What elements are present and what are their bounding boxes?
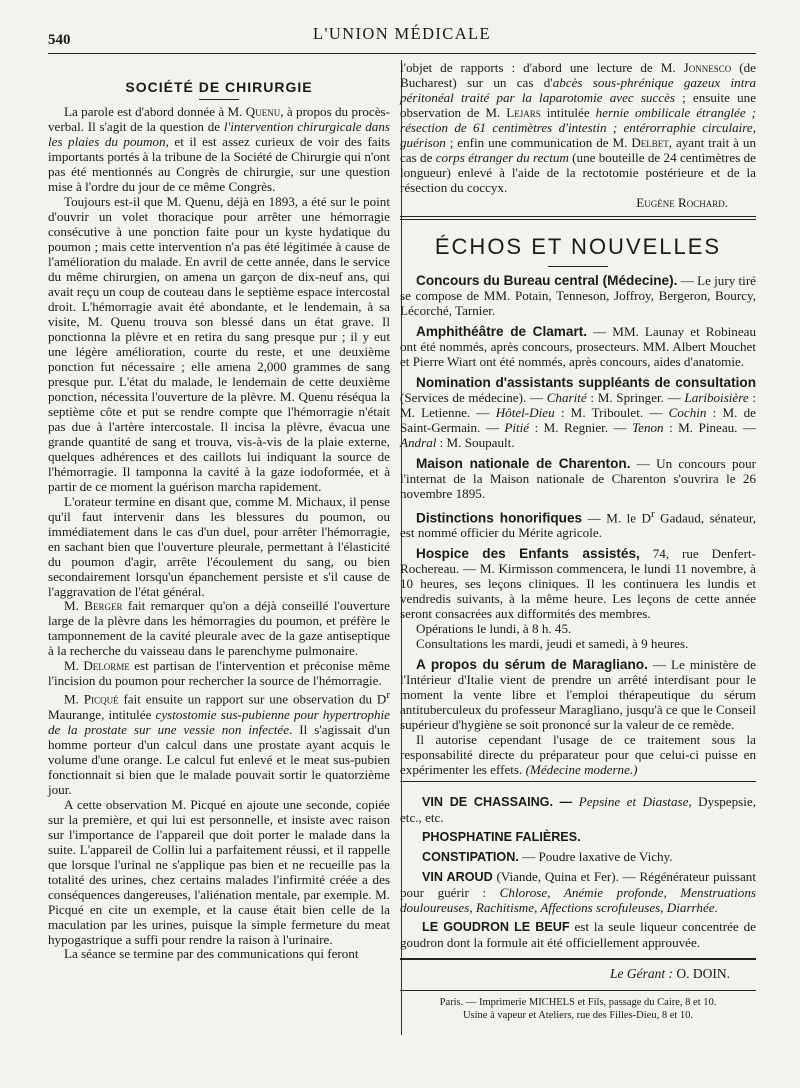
footer-rule: [400, 958, 756, 960]
news-item: Nomination d'assistants suppléants de consultation (Services de médecine). — Charité : M. Springer. — Lariboisière : M. Letienne. — Hôtel-Dieu : M. Triboulet. — Cochin : M. de Saint-Germain. — Pitié : M. Regnier. — Tenon : M. Pineau. — Andral : M. Soupault.: [400, 374, 757, 450]
paragraph: M. Berger fait remarquer qu'on a déjà conseillé l'ouverture large de la plèvre dans les hémorragies du poumon, et préfère le tamponnement de la cavité pleurale avec de la gaze antiseptique à la recherche du vaisseau dans le parenchyme pulmonaire.: [48, 598, 390, 659]
advertisement: LE GOUDRON LE BEUF est la seule liqueur concentrée de goudron dont la formule ait été officiellement approuvée.: [400, 918, 756, 950]
title-rule: [548, 266, 608, 267]
advertisement: VIN DE CHASSAING. — Pepsine et Diastase, Dyspepsie, etc., etc.: [400, 793, 756, 825]
gerant-line: Le Gérant : O. DOIN.: [610, 965, 730, 981]
news-item: Amphithéâtre de Clamart. — MM. Launay et Robineau ont été nommés, après concours, prosecteurs. MM. Albert Mouchet et Pierre Wiart ont été nommés, après concours, aides d'anatomie.: [400, 323, 756, 369]
news-line: Consultations les mardi, jeudi et samedi, à 9 heures.: [416, 635, 689, 651]
paragraph: M. Picqué fait ensuite un rapport sur une observation du $D^r$ Maurange, intitulée cystostomie sus-pubienne pour hypertrophie de la prostate sur une vessie non infectée. Il s'agissait d'un homme porteur d'un calcul dans une prostate ayant acquis le volume d'une orange. Le calcul fut enlevé et le meat sus-pubien fonctionnait si bien que le malade pouvait sortir le quatorzième jour.: [48, 689, 390, 797]
paragraph: La parole est d'abord donnée à M. Quenu, à propos du procès-verbal. Il s'agit de la question de l'intervention chirurgicale dans les plaies du poumon, et il est assez curieux de voir des faits importants portés à la tribune de la Société de Chirurgie qui n'ont pas été mentionnés au Congrès de chirurgie, sur une question mise à l'ordre du jour de ce même Congrès.: [48, 104, 391, 194]
author-signature: Eugène Rochard.: [636, 194, 728, 210]
left-column: [48, 60, 390, 961]
news-item: Concours du Bureau central (Médecine). — Le jury tiré se compose de MM. Potain, Tenneson, Joffroy, Bergeron, Bourcy, Lécorché, Tarnier.: [400, 272, 756, 318]
imprint-rule: [400, 990, 756, 991]
paragraph: La séance se termine par des communications qui feront: [64, 946, 359, 962]
news-section-title: ÉCHOS ET NOUVELLES: [434, 233, 722, 259]
news-item: Hospice des Enfants assistés, 74, rue Denfert-Rochereau. — M. Kirmisson commencera, le lundi 11 novembre, à 10 heures, ses leçons cliniques. Il les continuera les lundis et vendredis suivants, à la même heure. Les leçons de cette année seront consacrées aux difformités des membres.: [400, 545, 756, 621]
paragraph: A cette observation M. Picqué en ajoute une seconde, copiée sur la première, et qui lui est personnelle, et insiste avec raison sur l'importance de l'appareil que doit porter le malade dans la suite. L'appareil de Collin lui a parfaitement réussi, et il rappelle que lorsque l'urinal ne s'applique pas bien et ne recueille pas la totalité des urines, chez certains malades l'infirmité créée a des conséquences dangereuses, l'aliénation mentale, par exemple. M. Picqué en cite un exemple, et la cause était bien celle de la maculation par les urines, puisque la simple fermeture du meat hypogastrique a suffi pour rendre la raison à l'urinaire.: [48, 796, 390, 947]
page-number: 540: [48, 32, 71, 48]
paragraph: l'objet de rapports : d'abord une lecture de M. Jonnesco (de Bucharest) sur un cas d'abcès sous-phrénique gazeux intra péritonéal traité par la laparotomie avec succès ; ensuite une observation de M. Lejars intitulée hernie ombilicale étranglée ; résection de 61 centimètres d'intestin ; entérorraphie circulaire, guérison ; enfin une communication de M. Delbet, ayant trait à un cas de corps étranger du rectum (une bouteille de 24 centimètres de longueur) enlevé à l'aide de la rectotomie postérieure et de la résection du coccyx.: [400, 60, 757, 195]
advertisement: PHOSPHATINE FALIÈRES.: [422, 829, 581, 844]
advertisement: CONSTIPATION. — Poudre laxative de Vichy.: [422, 848, 673, 864]
paragraph: M. Delorme est partisan de l'intervention et préconise même l'incision du poumon pour rechercher la source de l'hémorragie.: [48, 658, 390, 689]
imprint-line: Paris. — Imprimerie MICHELS et Fils, passage du Caire, 8 et 10.: [439, 996, 717, 1008]
right-column: [400, 60, 756, 1022]
paragraph: Il autorise cependant l'usage de ce traitement sous la responsabilité directe du préparateur pour que celui-ci puisse en expérimenter les effets. (Médecine moderne.): [400, 731, 756, 777]
paragraph: L'orateur termine en disant que, comme M. Michaux, il pense qu'il faut intervenir dans les blessures du poumon, ou immédiatement dans le cas d'un duel, pour arrêter l'hémorragie, en sachant bien que l'ouverture pleurale, permettant à l'élasticité du poumon d'agir, arrête l'écoulement du sang, ou bien secondairement lorsqu'un épanchement persiste et s'il cause de l'aggravation de l'état général.: [48, 493, 390, 599]
printer-imprint: [400, 996, 756, 1022]
heading-rule: [199, 99, 239, 100]
news-item: Distinctions honorifiques — M. le $D^r$ Gadaud, sénateur, est nommé officier du Mérite agricole.: [400, 507, 756, 540]
imprint-line: Usine à vapeur et Ateliers, rue des Filles-Dieu, 8 et 10.: [462, 1009, 694, 1021]
section-divider: [400, 216, 756, 220]
header-rule: [48, 53, 756, 54]
running-head: [48, 24, 756, 46]
advertisement: VIN AROUD (Viande, Quina et Fer). — Régénérateur puissant pour guérir : Chlorose, Anémie profonde, Menstruations douloureuses, Rachitisme, Affections scrofuleuses, Diarrhée.: [400, 868, 756, 915]
news-item: A propos du sérum de Maragliano. — Le ministère de l'Intérieur d'Italie vient de prendre un arrêté interdisant pour le moment la vente libre et l'emploi thérapeutique du sérum antituberculeux du professeur Maragliano, jusqu'à ce que le Conseil supérieur d'hygiène se soit prononcé sur la valeur de ce remède.: [400, 656, 756, 732]
section-heading: SOCIÉTÉ DE CHIRURGIE: [125, 79, 313, 95]
paragraph: Toujours est-il que M. Quenu, déjà en 1893, a été sur le point d'ouvrir un volet thoracique pour arrêter une hémorragie consécutive à une ponction faite pour un kyste hydatique du poumon ; mais cette intervention n'a pas été légitimée à cause de l'amélioration du malade. En avril de cette année, dans le service du même chirurgien, on amena un garçon de dix-neuf ans, qui avait reçu un coup de couteau dans le septième espace intercostal droit. L'hémorragie avait été abondante, et le lendemain, à sa visite, M. Quenu trouva son blessé dans un état grave. Il ponctionna la plèvre et en retira du sang presque pur ; il y eut une légère amélioration, courte du reste, et une deuxième ponction fut nécessaire ; elle amena 2,000 grammes de sang presque pur. L'état du malade, le lendemain de cette deuxième ponction, nécessita l'ouverture de la plèvre. M. Quenu réséqua la septième côte et put se rendre compte que l'hémorragie n'était pas due à l'artère intercostale. Il incisa la plèvre, évacua une grande quantité de sang et trouva, vis-à-vis de la plaie externe, quelques adhérences et des caillots lui indiquant la source de l'hémorragie. Il tamponna la cavité à la gaze iodoformée, et à partir de ce moment la guérison marcha rapidement.: [48, 193, 390, 494]
advertisements: [400, 781, 756, 950]
news-item: Maison nationale de Charenton. — Un concours pour l'internat de la Maison nationale de Charenton s'ouvrira le 26 novembre 1895.: [400, 455, 756, 501]
news-line: Opérations le lundi, à 8 h. 45.: [416, 620, 572, 636]
journal-title: L'UNION MÉDICALE: [313, 24, 491, 43]
